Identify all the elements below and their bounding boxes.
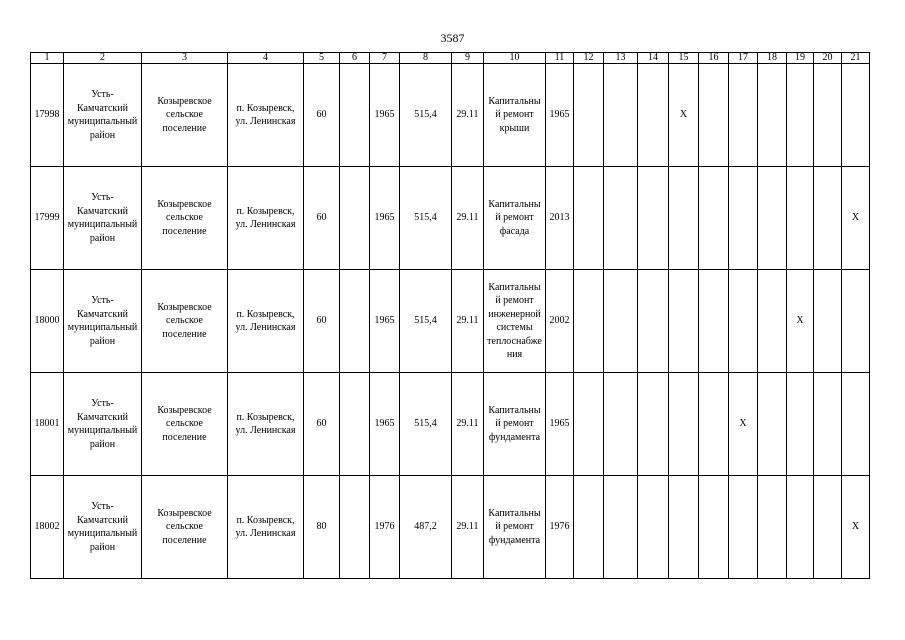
year-cell: 1965 bbox=[546, 64, 574, 167]
table-cell bbox=[699, 476, 729, 579]
table-row bbox=[31, 64, 870, 167]
column-header: 15 bbox=[669, 53, 699, 64]
area-cell: 515,4 bbox=[400, 64, 452, 167]
table-cell bbox=[842, 373, 870, 476]
table-cell: 60 bbox=[304, 270, 340, 373]
column-header: 4 bbox=[228, 53, 304, 64]
mark-cell: X bbox=[842, 476, 870, 579]
settlement-cell: Козыревское сельское поселение bbox=[142, 373, 228, 476]
table-cell bbox=[340, 476, 370, 579]
work-type-cell: Капитальный ремонт фундамента bbox=[484, 373, 546, 476]
address-cell: п. Козыревск, ул. Ленинская bbox=[228, 64, 304, 167]
address-cell: п. Козыревск, ул. Ленинская bbox=[228, 270, 304, 373]
work-type-cell: Капитальный ремонт фасада bbox=[484, 167, 546, 270]
table-cell bbox=[787, 373, 814, 476]
table-cell bbox=[604, 167, 638, 270]
work-type-cell: Капитальный ремонт инженерной системы теплоснабжения bbox=[484, 270, 546, 373]
address-cell: п. Козыревск, ул. Ленинская bbox=[228, 373, 304, 476]
table-cell bbox=[758, 270, 787, 373]
area-cell: 515,4 bbox=[400, 270, 452, 373]
table-cell bbox=[758, 64, 787, 167]
mark-cell: X bbox=[729, 373, 758, 476]
table-cell: 60 bbox=[304, 373, 340, 476]
column-header: 20 bbox=[814, 53, 842, 64]
table-cell bbox=[574, 476, 604, 579]
table-cell bbox=[340, 373, 370, 476]
district-cell: Усть-Камчатский муниципальный район bbox=[64, 167, 142, 270]
settlement-cell: Козыревское сельское поселение bbox=[142, 270, 228, 373]
table-cell: 29.11 bbox=[452, 167, 484, 270]
table-cell bbox=[814, 476, 842, 579]
column-header: 7 bbox=[370, 53, 400, 64]
table-cell bbox=[729, 167, 758, 270]
column-header: 2 bbox=[64, 53, 142, 64]
year-cell: 2002 bbox=[546, 270, 574, 373]
table-cell: 29.11 bbox=[452, 64, 484, 167]
table-cell bbox=[699, 373, 729, 476]
record-id-cell: 17999 bbox=[31, 167, 64, 270]
record-id-cell: 18002 bbox=[31, 476, 64, 579]
table-cell bbox=[574, 270, 604, 373]
table-cell bbox=[604, 64, 638, 167]
year-built-cell: 1976 bbox=[370, 476, 400, 579]
mark-cell: X bbox=[787, 270, 814, 373]
year-cell: 2013 bbox=[546, 167, 574, 270]
year-built-cell: 1965 bbox=[370, 373, 400, 476]
column-header: 19 bbox=[787, 53, 814, 64]
mark-cell: X bbox=[842, 167, 870, 270]
table-cell bbox=[758, 167, 787, 270]
year-cell: 1965 bbox=[546, 373, 574, 476]
table-cell bbox=[814, 64, 842, 167]
column-header: 12 bbox=[574, 53, 604, 64]
table-cell bbox=[638, 167, 669, 270]
table-cell bbox=[340, 270, 370, 373]
settlement-cell: Козыревское сельское поселение bbox=[142, 167, 228, 270]
table-cell bbox=[669, 167, 699, 270]
column-header: 3 bbox=[142, 53, 228, 64]
table-cell: 29.11 bbox=[452, 270, 484, 373]
settlement-cell: Козыревское сельское поселение bbox=[142, 476, 228, 579]
area-cell: 515,4 bbox=[400, 167, 452, 270]
work-type-cell: Капитальный ремонт фундамента bbox=[484, 476, 546, 579]
table-cell bbox=[699, 270, 729, 373]
table-cell bbox=[604, 270, 638, 373]
table-header bbox=[31, 53, 870, 64]
table-cell: 60 bbox=[304, 167, 340, 270]
column-header: 8 bbox=[400, 53, 452, 64]
table-cell bbox=[729, 64, 758, 167]
table-cell bbox=[574, 64, 604, 167]
record-id-cell: 18001 bbox=[31, 373, 64, 476]
table-cell: 80 bbox=[304, 476, 340, 579]
table-cell bbox=[669, 270, 699, 373]
table-row bbox=[31, 167, 870, 270]
settlement-cell: Козыревское сельское поселение bbox=[142, 64, 228, 167]
table-cell bbox=[787, 167, 814, 270]
year-built-cell: 1965 bbox=[370, 270, 400, 373]
district-cell: Усть-Камчатский муниципальный район bbox=[64, 373, 142, 476]
district-cell: Усть-Камчатский муниципальный район bbox=[64, 64, 142, 167]
address-cell: п. Козыревск, ул. Ленинская bbox=[228, 167, 304, 270]
table-cell bbox=[669, 476, 699, 579]
table-cell bbox=[699, 64, 729, 167]
table-cell bbox=[814, 167, 842, 270]
table-cell bbox=[758, 373, 787, 476]
column-header: 16 bbox=[699, 53, 729, 64]
table-cell bbox=[574, 373, 604, 476]
column-header: 18 bbox=[758, 53, 787, 64]
column-header: 13 bbox=[604, 53, 638, 64]
column-header: 6 bbox=[340, 53, 370, 64]
year-built-cell: 1965 bbox=[370, 64, 400, 167]
column-number-row bbox=[31, 53, 870, 64]
address-cell: п. Козыревск, ул. Ленинская bbox=[228, 476, 304, 579]
table-cell bbox=[699, 167, 729, 270]
record-id-cell: 18000 bbox=[31, 270, 64, 373]
table-cell bbox=[842, 270, 870, 373]
column-header: 1 bbox=[31, 53, 64, 64]
area-cell: 515,4 bbox=[400, 373, 452, 476]
table-cell bbox=[729, 476, 758, 579]
record-id-cell: 17998 bbox=[31, 64, 64, 167]
district-cell: Усть-Камчатский муниципальный район bbox=[64, 270, 142, 373]
work-type-cell: Капитальный ремонт крыши bbox=[484, 64, 546, 167]
table-cell bbox=[340, 64, 370, 167]
column-header: 14 bbox=[638, 53, 669, 64]
table-row bbox=[31, 476, 870, 579]
year-built-cell: 1965 bbox=[370, 167, 400, 270]
column-header: 21 bbox=[842, 53, 870, 64]
table-cell bbox=[574, 167, 604, 270]
table-cell bbox=[787, 476, 814, 579]
column-header: 17 bbox=[729, 53, 758, 64]
table-cell bbox=[729, 270, 758, 373]
mark-cell: X bbox=[669, 64, 699, 167]
column-header: 5 bbox=[304, 53, 340, 64]
table-cell: 29.11 bbox=[452, 476, 484, 579]
column-header: 9 bbox=[452, 53, 484, 64]
table-cell bbox=[758, 476, 787, 579]
table-cell bbox=[638, 476, 669, 579]
column-header: 11 bbox=[546, 53, 574, 64]
table-cell bbox=[340, 167, 370, 270]
table-cell bbox=[842, 64, 870, 167]
area-cell: 487,2 bbox=[400, 476, 452, 579]
page-number: 3587 bbox=[440, 31, 465, 45]
table-row bbox=[31, 373, 870, 476]
table-cell bbox=[604, 476, 638, 579]
year-cell: 1976 bbox=[546, 476, 574, 579]
column-header: 10 bbox=[484, 53, 546, 64]
table-row bbox=[31, 270, 870, 373]
table-cell bbox=[787, 64, 814, 167]
district-cell: Усть-Камчатский муниципальный район bbox=[64, 476, 142, 579]
table-cell bbox=[638, 64, 669, 167]
table-cell bbox=[814, 270, 842, 373]
table-cell bbox=[638, 373, 669, 476]
table-cell bbox=[669, 373, 699, 476]
table-cell: 29.11 bbox=[452, 373, 484, 476]
housing-register-table bbox=[30, 52, 870, 579]
table-cell bbox=[814, 373, 842, 476]
table-cell bbox=[604, 373, 638, 476]
table-cell bbox=[638, 270, 669, 373]
table-cell: 60 bbox=[304, 64, 340, 167]
